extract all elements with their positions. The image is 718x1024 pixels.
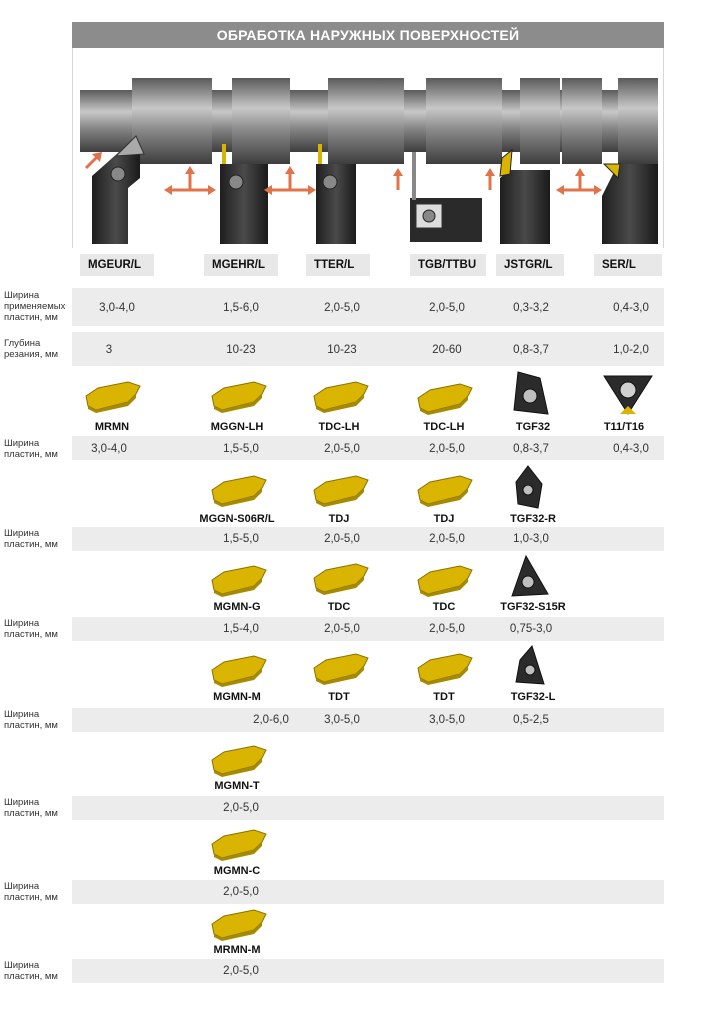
row-label-width-applied: Ширина применяемых пластин, мм	[4, 290, 66, 323]
insert-width-value: 2,0-5,0	[223, 802, 259, 814]
holder-width-value: 3,0-4,0	[99, 302, 135, 314]
insert-name: MRMN-M	[213, 944, 261, 956]
insert-width-value: 2,0-5,0	[324, 533, 360, 545]
insert-name: TDC	[327, 601, 351, 613]
row-label-width: Ширина пластин, мм	[4, 960, 58, 982]
insert-name: MGMN-M	[213, 691, 261, 703]
insert-width-value: 2,0-5,0	[429, 443, 465, 455]
insert-width-value: 0,5-2,5	[513, 714, 549, 726]
insert-name: MGMN-T	[214, 780, 260, 792]
insert-name: T11/T16	[603, 421, 645, 433]
insert-width-value: 3,0-5,0	[429, 714, 465, 726]
insert-name: MGGN-S06R/L	[199, 513, 275, 525]
insert-name: TDC	[432, 601, 456, 613]
row-label-width: Ширина пластин, мм	[4, 528, 58, 550]
row-label-depth: Глубина резания, мм	[4, 338, 59, 360]
row-label-width: Ширина пластин, мм	[4, 797, 58, 819]
insert-gold-icon	[312, 560, 370, 596]
row-label-width: Ширина пластин, мм	[4, 881, 58, 903]
insert-width-band	[72, 796, 664, 820]
insert-name: TGF32	[515, 421, 551, 433]
holder-width-value: 2,0-5,0	[324, 302, 360, 314]
depth-value: 1,0-2,0	[613, 344, 649, 356]
holder-code-jstgr: JSTGR/L	[496, 254, 564, 276]
holder-width-value: 2,0-5,0	[429, 302, 465, 314]
insert-width-band	[72, 959, 664, 983]
insert-width-value: 2,0-5,0	[429, 623, 465, 635]
insert-gold-icon	[312, 378, 370, 414]
row-label-width: Ширина пластин, мм	[4, 709, 58, 731]
holder-code-ser: SER/L	[594, 254, 662, 276]
insert-width-value: 2,0-5,0	[324, 443, 360, 455]
insert-triangle-icon	[508, 554, 552, 600]
insert-triangle-icon	[512, 464, 548, 512]
holder-width-value: 1,5-6,0	[223, 302, 259, 314]
insert-triangle-icon	[600, 370, 656, 418]
insert-gold-icon	[416, 650, 474, 686]
insert-width-value: 3,0-4,0	[91, 443, 127, 455]
insert-gold-icon	[210, 742, 268, 778]
insert-gold-icon	[210, 562, 268, 598]
insert-gold-icon	[210, 378, 268, 414]
insert-width-value: 2,0-5,0	[324, 623, 360, 635]
insert-gold-icon	[416, 380, 474, 416]
insert-name: TGF32-R	[510, 513, 556, 525]
insert-gold-icon	[312, 650, 370, 686]
insert-name: MGMN-C	[213, 865, 261, 877]
insert-name: MGMN-G	[213, 601, 261, 613]
holder-width-value: 0,4-3,0	[613, 302, 649, 314]
insert-gold-icon	[210, 652, 268, 688]
insert-gold-icon	[210, 826, 268, 862]
insert-gold-icon	[416, 562, 474, 598]
holder-code-mgeur: MGEUR/L	[80, 254, 154, 276]
insert-width-value: 3,0-5,0	[324, 714, 360, 726]
insert-width-value: 2,0-5,0	[223, 886, 259, 898]
insert-gold-icon	[210, 906, 268, 942]
page-title: ОБРАБОТКА НАРУЖНЫХ ПОВЕРХНОСТЕЙ	[72, 22, 664, 48]
row-label-width: Ширина пластин, мм	[4, 438, 58, 460]
insert-width-value: 1,0-3,0	[513, 533, 549, 545]
insert-name: TDJ	[433, 513, 455, 525]
depth-value: 0,8-3,7	[513, 344, 549, 356]
insert-name: TDC-LH	[318, 421, 360, 433]
insert-width-value: 2,0-5,0	[429, 533, 465, 545]
depth-value: 3	[105, 344, 113, 356]
turning-illustration	[72, 48, 664, 246]
insert-width-value: 1,5-4,0	[223, 623, 259, 635]
insert-gold-icon	[416, 472, 474, 508]
insert-name: TGF32-S15R	[500, 601, 566, 613]
insert-name: TDJ	[328, 513, 350, 525]
insert-width-value: 2,0-6,0	[253, 714, 289, 726]
holder-code-tgb: TGB/TTBU	[410, 254, 486, 276]
holder-code-mgehr: MGEHR/L	[204, 254, 278, 276]
insert-width-band	[72, 880, 664, 904]
insert-triangle-icon	[510, 370, 550, 418]
insert-width-value: 0,75-3,0	[509, 623, 553, 635]
insert-width-value: 2,0-5,0	[223, 965, 259, 977]
insert-gold-icon	[312, 472, 370, 508]
depth-value: 10-23	[226, 344, 256, 356]
insert-name: TGF32-L	[510, 691, 556, 703]
insert-width-value: 1,5-5,0	[223, 533, 259, 545]
insert-width-value: 0,4-3,0	[613, 443, 649, 455]
depth-value: 20-60	[432, 344, 462, 356]
depth-value: 10-23	[327, 344, 357, 356]
row-label-width: Ширина пластин, мм	[4, 618, 58, 640]
insert-name: TDT	[328, 691, 350, 703]
holder-width-value: 0,3-3,2	[513, 302, 549, 314]
insert-gold-icon	[84, 378, 142, 414]
insert-width-value: 0,8-3,7	[513, 443, 549, 455]
insert-name: MRMN	[94, 421, 130, 433]
insert-triangle-icon	[512, 644, 548, 690]
insert-width-value: 1,5-5,0	[223, 443, 259, 455]
insert-name: MGGN-LH	[210, 421, 264, 433]
insert-name: TDT	[433, 691, 455, 703]
insert-gold-icon	[210, 472, 268, 508]
insert-name: TDC-LH	[423, 421, 465, 433]
holder-code-tter: TTER/L	[306, 254, 370, 276]
